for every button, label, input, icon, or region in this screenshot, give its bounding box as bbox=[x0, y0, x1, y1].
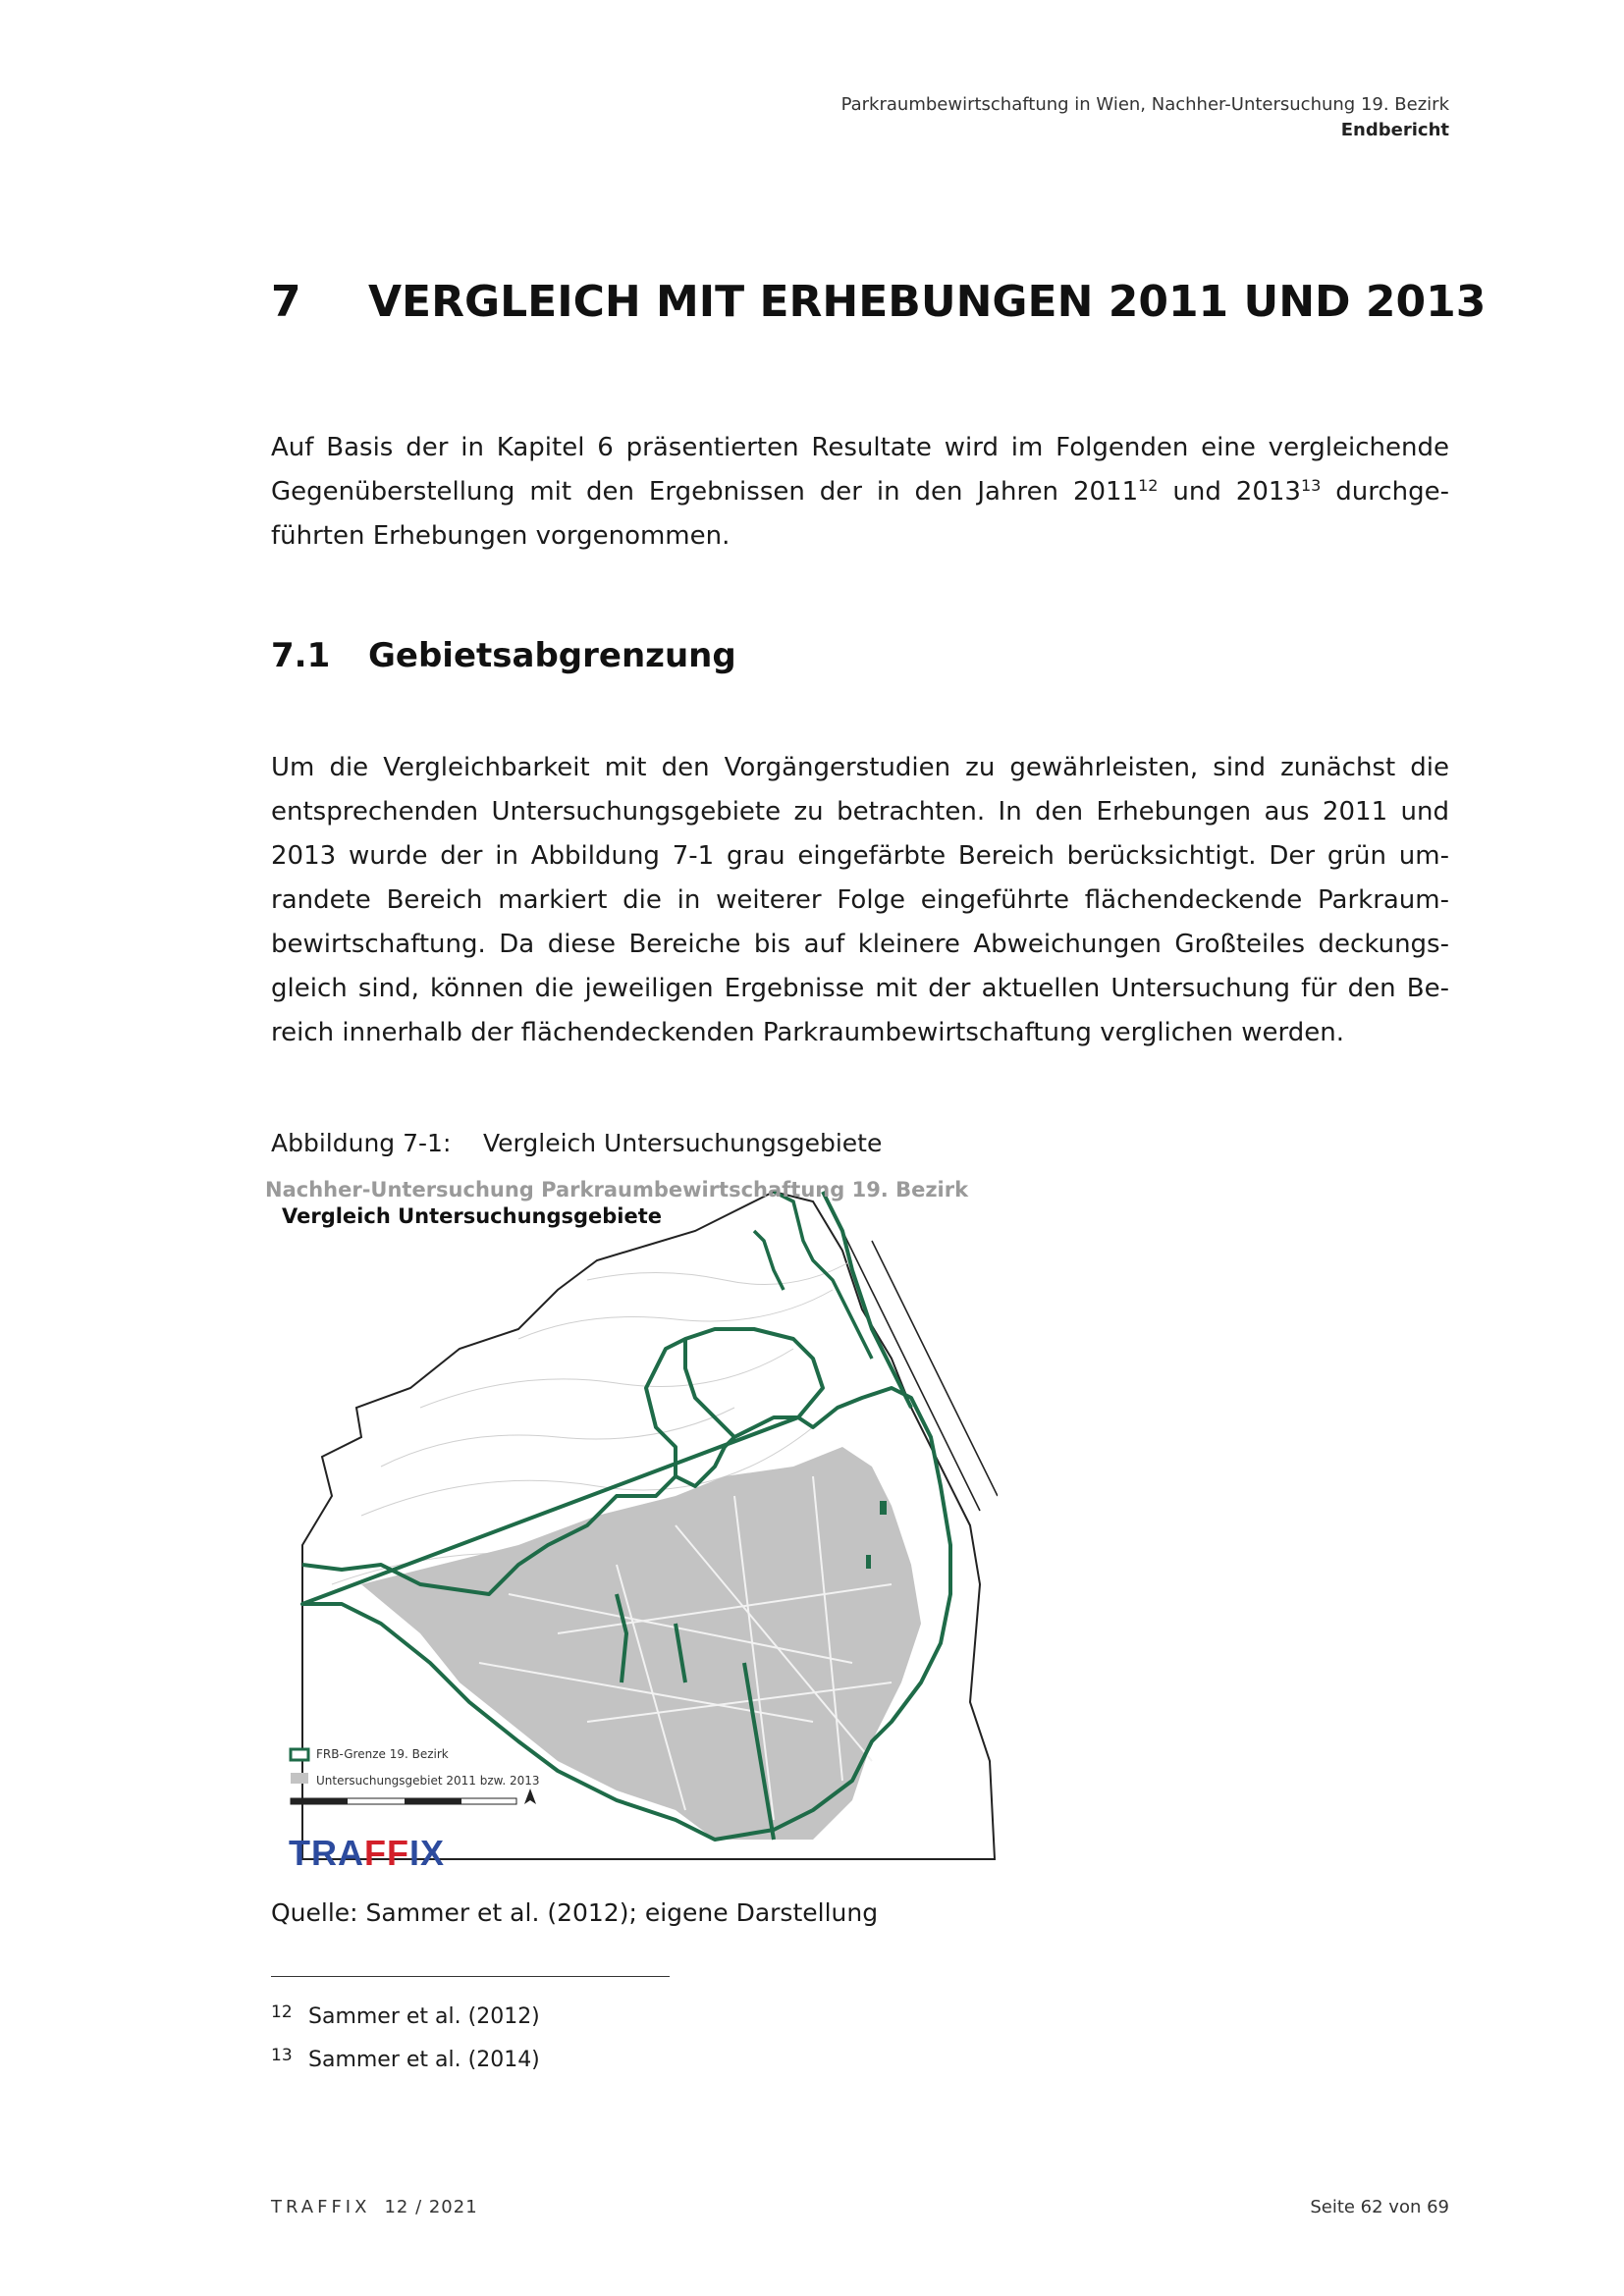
logo-part-b: FF bbox=[364, 1833, 409, 1873]
logo-part-c: IX bbox=[408, 1833, 445, 1873]
district-map bbox=[263, 1172, 998, 1867]
footnote-ref-12[interactable]: 12 bbox=[1138, 476, 1159, 495]
footnote-number: 12 bbox=[271, 2002, 293, 2022]
footer-company: TRAFFIX bbox=[271, 2197, 371, 2217]
intro-text-c: durchge-führten Erhebungen vorgenommen. bbox=[271, 477, 1449, 551]
body-paragraph: Um die Vergleichbarkeit mit den Vorgängerstudien zu gewährleisten, sind zunächst die entsprechenden Untersuchungsgebiete zu betrachten. In den Erhebungen aus 2011 und 2013 wurde der in Abbildung 7-1 grau eingefärbte Bereich berücksichtigt. Der grün um-randete Bereich markiert die in weiterer Folge eingeführte flächendeckende Parkraum-bewirtschaftung. Da diese Bereiche bis auf kleinere Abweichungen Großteiles deckungs-gleich sind, können die jeweiligen Ergebnisse mit der aktuellen Untersuchung für den Be-reich innerhalb der flächendeckenden Parkraumbewirtschaftung verglichen werden. bbox=[271, 753, 1449, 1047]
footnote-ref-13[interactable]: 13 bbox=[1300, 476, 1322, 495]
section-title: Gebietsabgrenzung bbox=[368, 636, 736, 675]
legend-green-label: FRB-Grenze 19. Bezirk bbox=[316, 1747, 449, 1761]
chapter-heading bbox=[271, 277, 1486, 327]
section-number: 7.1 bbox=[271, 636, 331, 675]
footnote-12 bbox=[271, 2002, 540, 2029]
running-header-title: Parkraumbewirtschaftung in Wien, Nachher-Untersuchung 19. Bezirk bbox=[840, 94, 1449, 115]
footnote-13 bbox=[271, 2046, 540, 2072]
footer-left bbox=[271, 2197, 478, 2217]
footnote-text: Sammer et al. (2014) bbox=[308, 2048, 540, 2072]
footer-page-number: Seite 62 von 69 bbox=[1310, 2197, 1449, 2217]
intro-text-a: Auf Basis der in Kapitel 6 präsentierten Resultate wird im Folgenden eine vergleichende Gegenüberstellung mit den Ergebnissen der in den Jahren 2011 bbox=[271, 433, 1449, 507]
map-title: Nachher-Untersuchung Parkraumbewirtschaftung 19. Bezirk bbox=[265, 1178, 969, 1201]
intro-text-b: und 2013 bbox=[1158, 477, 1301, 507]
logo-part-a: TRA bbox=[289, 1833, 364, 1873]
footer-date: 12 / 2021 bbox=[384, 2197, 478, 2217]
chapter-number: 7 bbox=[271, 277, 301, 327]
map-subtitle: Vergleich Untersuchungsgebiete bbox=[282, 1204, 663, 1228]
section-heading bbox=[271, 636, 736, 675]
footnote-divider bbox=[271, 1976, 670, 1977]
legend-grey-label: Untersuchungsgebiet 2011 bzw. 2013 bbox=[316, 1774, 540, 1788]
chapter-title: VERGLEICH MIT ERHEBUNGEN 2011 UND 2013 bbox=[368, 277, 1487, 327]
footnote-text: Sammer et al. (2012) bbox=[308, 2004, 540, 2029]
figure-caption-text: Vergleich Untersuchungsgebiete bbox=[483, 1129, 883, 1157]
traffix-logo bbox=[289, 1833, 445, 1874]
intro-paragraph bbox=[271, 426, 1449, 559]
figure-caption bbox=[271, 1129, 882, 1157]
footnote-number: 13 bbox=[271, 2046, 293, 2065]
figure-label: Abbildung 7-1: bbox=[271, 1129, 452, 1157]
running-header-subtitle: Endbericht bbox=[1340, 120, 1449, 140]
figure-source: Quelle: Sammer et al. (2012); eigene Darstellung bbox=[271, 1898, 879, 1927]
